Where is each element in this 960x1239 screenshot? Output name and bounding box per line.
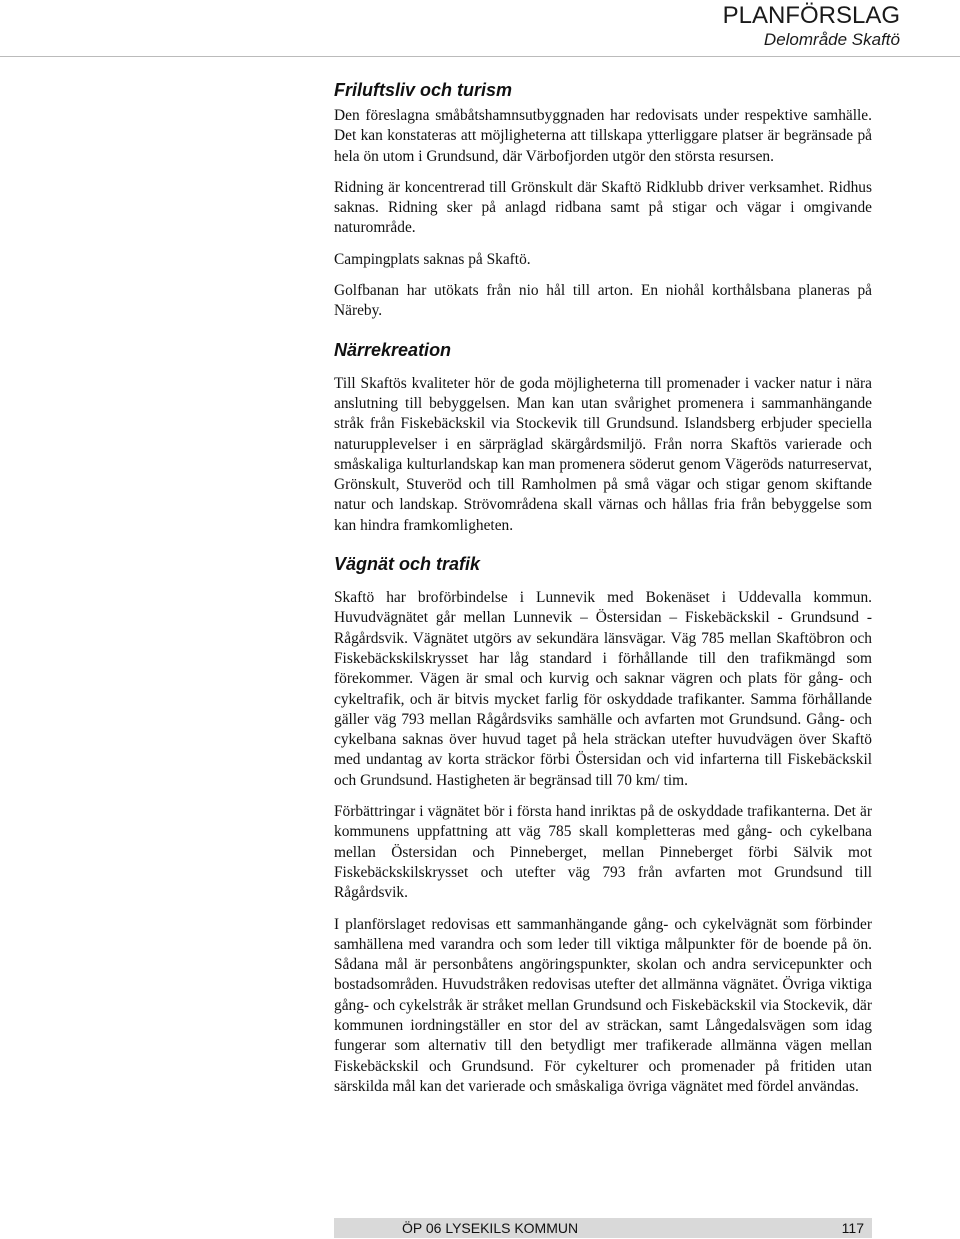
- page-number: 117: [841, 1220, 864, 1236]
- heading-vagnat: Vägnät och trafik: [334, 554, 481, 575]
- paragraph: Golfbanan har utökats från nio hål till arton. En niohål korthålsbana planeras på Näreby.: [334, 282, 872, 320]
- paragraph: I planförslaget redovisas ett sammanhängande gång- och cykelvägnät som förbinder samhällena med varandra och som leder till viktiga målpunkter för de boende på ön. Sådana mål är personbåtens angöringspunkter, skolan och andra servicepunkter och bostadsområden. Huvudstråken redovisas utefter det allmänna vägnätet. Övriga viktiga gång- och cykelstråk är stråket mellan Grundsund och Fiskebäckskil via Stockevik, där kommunen iordningställer en stor del av sträckan, samt Långedalsvägen som idag fungerar som alternativ till den betydligt mer trafikerade allmänna vägen mellan Fiskebäckskil och Grundsund. För cykelturer och promenader på fritiden utan särskilda mål kan det varierade och småskaliga övriga vägnätet med fördel användas.: [334, 915, 872, 1095]
- paragraph: Campingplats saknas på Skaftö.: [334, 250, 531, 268]
- section-vagnat: [334, 552, 872, 1097]
- paragraph: Skaftö har broförbindelse i Lunnevik med Bokenäset i Uddevalla kommun. Huvudvägnätet går mellan Lunnevik – Östersidan – Fiskebäckskil - Grundsund - Rågårdsvik. Vägnätet utgörs av sekundära länsvägar. Väg 785 mellan Skaftöbron och Fiskebäckskilskrysset har låg standard i förhållande till den trafikmängd som förekommer. Vägen är smal och kurvig och saknar vägren och plats för gång- och cykeltrafik, och är bitvis mycket farlig för oskyddade trafikanter. Samma förhållande gäller väg 793 mellan Rågårdsviks samhälle och avfarten mot Grundsund. Gång- och cykelbana saknas över huvud taget på hela sträckan utefter huvudvägen över Skaftö med undantag av korta sträckor förbi Östersidan och vid infarterna till Fiskebäckskil och Grundsund. Hastigheten är begränsad till 70 km/ tim.: [334, 589, 872, 789]
- page-header: [723, 2, 900, 50]
- document-body: [334, 78, 872, 1108]
- document-subarea-subtitle: Delområde Skaftö: [763, 30, 900, 49]
- heading-friluftsliv: Friluftsliv och turism: [334, 80, 513, 100]
- paragraph: Förbättringar i vägnätet bör i första hand inriktas på de oskyddade trafikanterna. Det är kommunens uppfattning att väg 785 skall kompletteras med gång- och cykelbana mellan Östersidan och Pinneberget, mellan Pinneberget förbi Sälvik mot Fiskebäckskilskrysset och utefter väg 793 från avfarten mot Grundsund till Rågårdsvik.: [334, 803, 872, 902]
- header-divider: [0, 56, 960, 57]
- heading-narrekreation: Närrekreation: [334, 339, 452, 360]
- footer-publication: ÖP 06 LYSEKILS KOMMUN: [402, 1220, 579, 1236]
- paragraph: Ridning är koncentrerad till Grönskult där Skaftö Ridklubb driver verksamhet. Ridhus saknas. Ridning sker på anlagd ridbana samt på stigar och vägar i omgivande naturområde.: [334, 178, 872, 237]
- document-type-title: PLANFÖRSLAG: [722, 2, 900, 29]
- paragraph: Den föreslagna småbåtshamnsutbyggnaden har redovisats under respektive samhälle. Det kan konstateras att möjligheterna att tillskapa ytterliggare platser är begränsade på hela ön utom i Grundsund, där Värbofjorden utgör den största resursen.: [334, 107, 872, 165]
- section-narrekreation: [334, 338, 872, 536]
- page-footer: [334, 1218, 872, 1238]
- section-friluftsliv: [334, 78, 872, 322]
- paragraph: Till Skaftös kvaliteter hör de goda möjligheterna till promenader i vacker natur i nära anslutning till bebyggelsen. Man kan utan svårighet promenera i sammanhängande stråk från Fiskebäckskil via Stockevik till Grundsund. Islandsberg erbjuder speciella naturupplevelser i en särpräglad skärgårdsmiljö. Från norra Skaftös varierade och småskaliga kulturlandskap kan man promenera söderut genom Vägeröds naturreservat, Grönskult, Stuveröd och till Ramholmen på små vägar och stigar genom skiftande natur och landskap. Strövområdena skall värnas och hållas fria från bebyggelse som kan hindra framkomligheten.: [334, 374, 872, 534]
